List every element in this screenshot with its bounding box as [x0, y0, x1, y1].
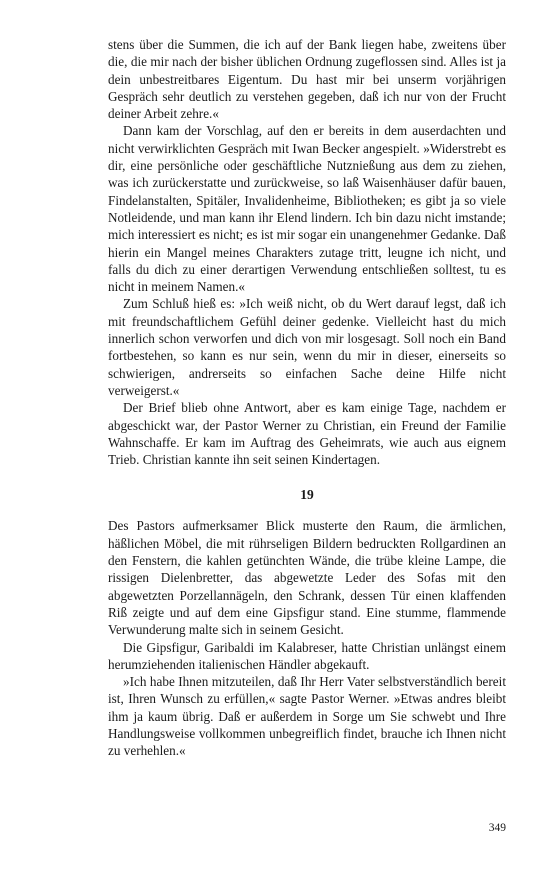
paragraph: Die Gipsfigur, Garibaldi im Kalabreser, hatte Christian unlängst einem herumziehenden italienischen Händler abgekauft.: [108, 639, 506, 672]
paragraph: Zum Schluß hieß es: »Ich weiß nicht, ob du Wert darauf legst, daß ich mit freundschaftlichem Gefühl deiner gedenke. Vielleicht hast du mich innerlich schon verworfen und dich von mir losgesagt. Soll noch ein Band fortbestehen, so kann es nur sein, wenn du mir in dieser, einerseits so schwierigen, andrerseits so einfachen Sache deine Hilfe nicht verweigerst.«: [108, 296, 506, 398]
paragraph: stens über die Summen, die ich auf der Bank liegen habe, zweitens über die, die mir nach der bisher üblichen Ordnung zugeflossen sind. Alles ist ja dein unbestreitbares Eigentum. Du hast mir bei unserm vorjährigen Gespräch sehr deutlich zu verstehen gegeben, daß ich nur von der Frucht deiner Arbeit zehre.«: [108, 37, 506, 122]
paragraph: Dann kam der Vorschlag, auf den er bereits in dem auserdachten und nicht verwirklichten Gespräch mit Iwan Becker angespielt. »Widerstrebt es dir, eine persönliche oder geschäftliche Nutznießung aus dem zu ziehen, was ich zurückerstatte und zurückweise, so laß Waisenhäuser dafür bauen, Findelanstalten, Spitäler, Invalidenheime, Bibliotheken; es gibt ja so viele Notleidende, und man kann ihr Elend lindern. Ich bin dazu nicht imstande; mich interessiert es nicht; es ist mir sogar ein unangenehmer Gedanke. Daß hierin ein Mangel meines Charakters zutage tritt, leugne ich nicht, und falls du dich zu einer derartigen Verwendung entschließen solltest, tu es nicht in meinem Namen.«: [108, 123, 506, 295]
page-number: 349: [488, 822, 506, 834]
text-column: [108, 36, 506, 760]
paragraph: Des Pastors aufmerksamer Blick musterte den Raum, die ärmlichen, häßlichen Möbel, die mit rührseligen Bildern bedruckten Rollgardinen an den Fenstern, die kahlen getünchten Wände, die trübe kleine Lampe, die rissigen Dielenbretter, das abgewetzte Leder des Sofas mit den abgewetzten Porzellannägeln, den Schrank, dessen Tür einen klaffenden Riß zeigte und auf dem eine Gipsfigur stand. Eine stumme, flammende Verwunderung malte sich in seinem Gesicht.: [108, 518, 506, 638]
chapter-heading: 19: [300, 487, 314, 503]
paragraph: »Ich habe Ihnen mitzuteilen, daß Ihr Herr Vater selbstverständlich bereit ist, Ihren Wunsch zu erfüllen,« sagte Pastor Werner. »Etwas andres bleibt ihm ja kaum übrig. Daß er außerdem in Sorge um Sie schwebt und Ihre Handlungsweise vollkommen unbegreiflich findet, brauche ich Ihnen nicht zu verhehlen.«: [108, 674, 506, 759]
paragraph: Der Brief blieb ohne Antwort, aber es kam einige Tage, nachdem er abgeschickt war, der Pastor Werner zu Christian, ein Freund der Familie Wahnschaffe. Er kam im Auftrag des Geheimrats, wie auch aus eignem Trieb. Christian kannte ihn seit seinen Kindertagen.: [108, 400, 506, 468]
